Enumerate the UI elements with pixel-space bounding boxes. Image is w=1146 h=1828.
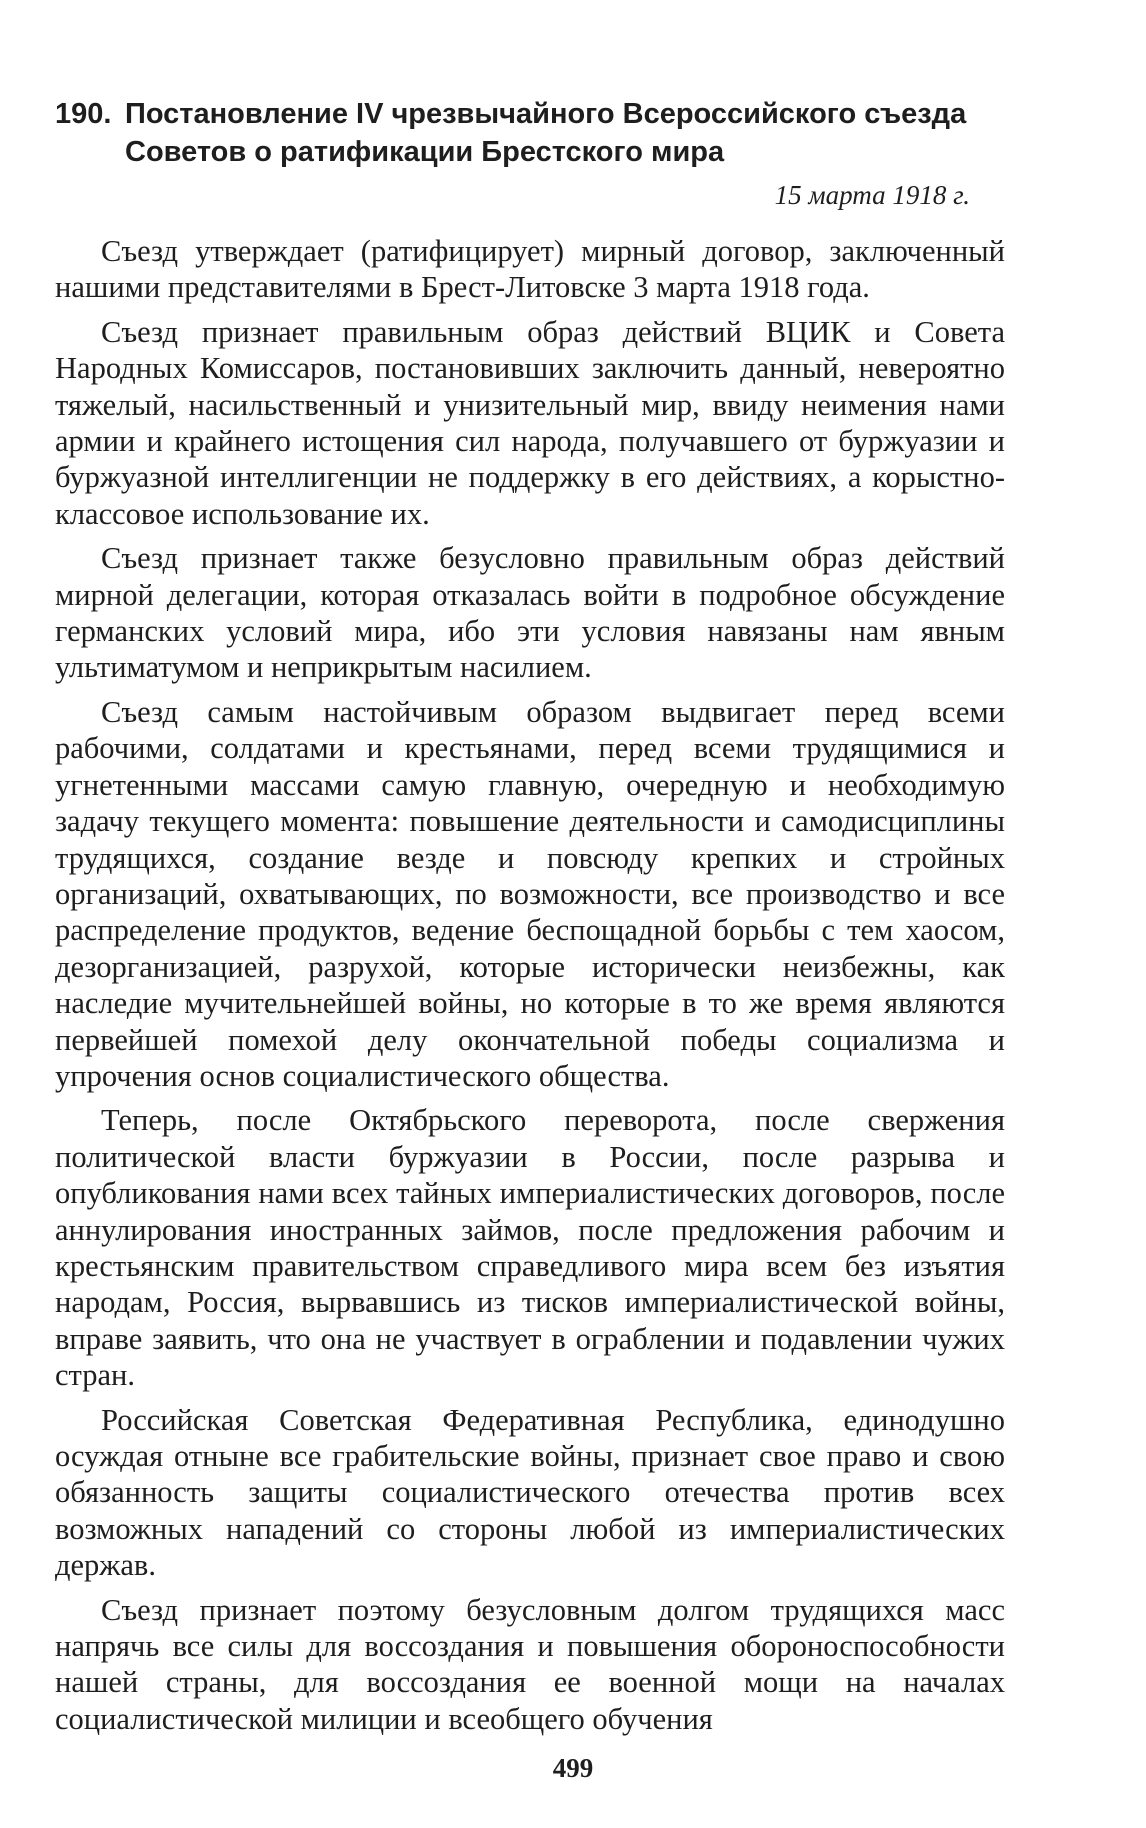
document-heading	[55, 95, 1005, 171]
document-body	[55, 233, 1005, 1737]
paragraph-3: Съезд признает также безусловно правильным образ действий мирной делегации, которая отказалась войти в подробное обсуждение германских условий мира, ибо эти условия навязаны нам явным ультиматумом и неприкрытым насилием.	[55, 541, 1005, 685]
document-title	[125, 95, 1005, 171]
document-title-line-2: Советов о ратификации Брестского мира	[125, 136, 725, 168]
paragraph-6: Российская Советская Федеративная Республика, единодушно осуждая отныне все грабительские войны, признает свое право и свою обязанность защиты социалистического отечества против всех возможных нападений со стороны любой из империалистических держав.	[55, 1402, 1005, 1583]
paragraph-5: Теперь, после Октябрьского переворота, после свержения политической власти буржуазии в России, после разрыва и опубликования нами всех тайных империалистических договоров, после аннулирования иностранных займов, после предложения рабочим и крестьянским правительством справедливого мира всем без изъятия народам, Россия, вырвавшись из тисков империалистической войны, вправе заявить, что она не участвует в ограблении и подавлении чужих стран.	[55, 1103, 1005, 1393]
document-number: 190.	[55, 98, 112, 130]
document-date: 15 марта 1918 г.	[774, 180, 970, 210]
paragraph-7: Съезд признает поэтому безусловным долгом трудящихся масс напрячь все силы для воссоздания и повышения обороноспособности нашей страны, для воссоздания ее военной мощи на началах социалистической милиции и всеобщего обучения	[55, 1592, 1005, 1736]
paragraph-2: Съезд признает правильным образ действий ВЦИК и Совета Народных Комиссаров, постановивших заключить данный, невероятно тяжелый, насильственный и унизительный мир, ввиду неимения нами армии и крайнего истощения сил народа, получавшего от буржуазии и буржуазной интеллигенции не поддержку в его действиях, а корыстно-классовое использование их.	[55, 314, 1005, 531]
paragraph-1: Съезд утверждает (ратифицирует) мирный договор, заключенный нашими представителями в Брест-Литовске 3 марта 1918 года.	[55, 234, 1005, 305]
page-number: 499	[552, 1753, 594, 1783]
paragraph-4: Съезд самым настойчивым образом выдвигает перед всеми рабочими, солдатами и крестьянами, перед всеми трудящимися и угнетенными массами самую главную, очередную и необходимую задачу текущего момента: повышение деятельности и самодисциплины трудящихся, создание везде и повсюду крепких и стройных организаций, охватывающих, по возможности, все производство и все распределение продуктов, ведение беспощадной борьбы с тем хаосом, дезорганизацией, разрухой, которые исторически неизбежны, как наследие мучительнейшей войны, но которые в то же время являются первейшей помехой делу окончательной победы социализма и упрочения основ социалистического общества.	[55, 694, 1005, 1093]
document-content	[55, 95, 1005, 1745]
document-title-line-1: Постановление IV чрезвычайного Всероссийского съезда	[125, 98, 967, 130]
